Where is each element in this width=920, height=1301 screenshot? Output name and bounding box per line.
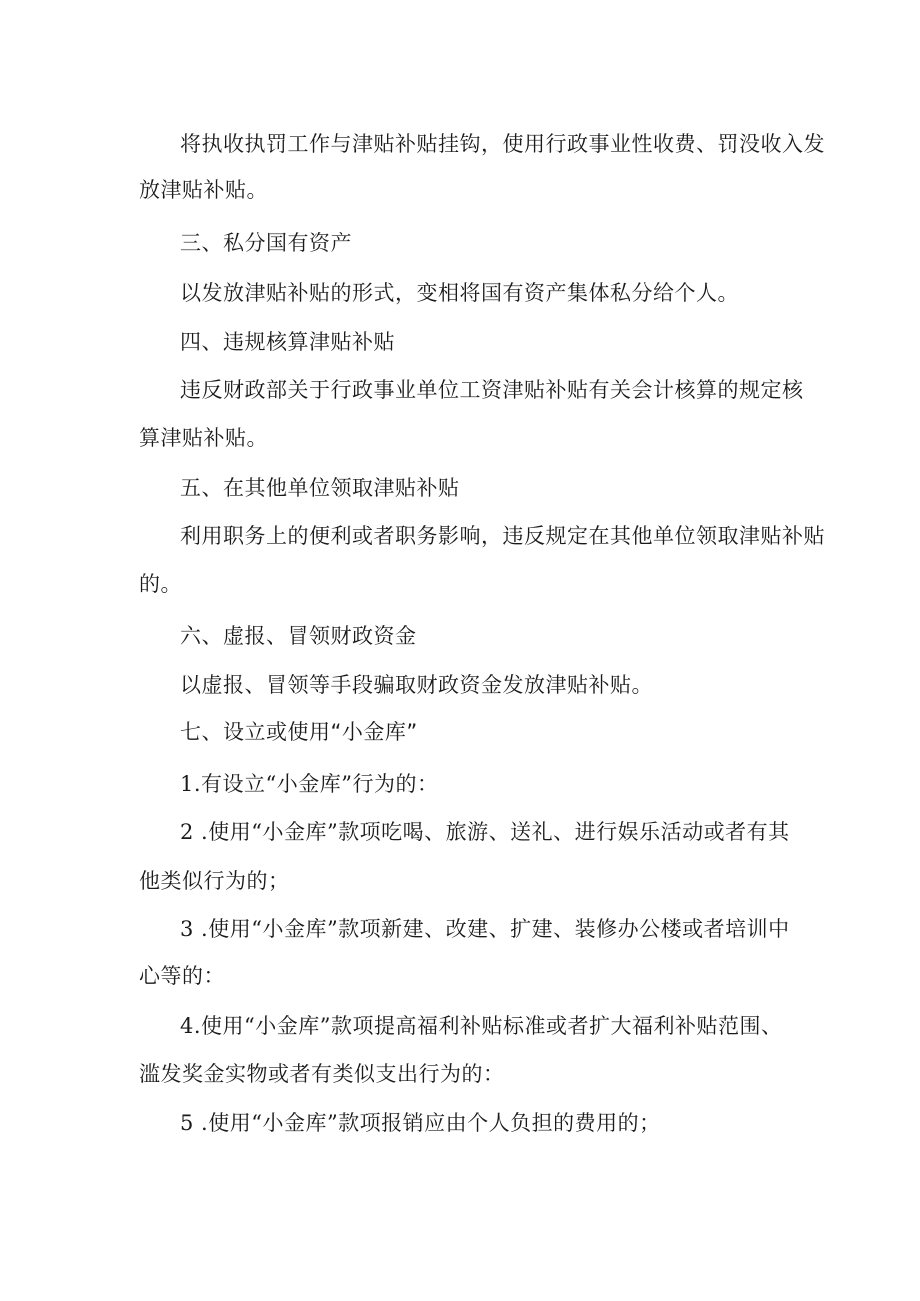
list-item-3-line-2: 心等的：: [139, 964, 225, 988]
section-heading-5: 五、在其他单位领取津贴补贴: [180, 476, 460, 500]
paragraph-5-line-1: 以虚报、冒领等手段骗取财政资金发放津贴补贴。: [180, 673, 653, 697]
list-item-2-line-2: 他类似行为的；: [139, 869, 290, 893]
section-heading-6: 六、虚报、冒领财政资金: [180, 624, 417, 648]
paragraph-4-line-1: 利用职务上的便利或者职务影响，违反规定在其他单位领取津贴补贴: [180, 524, 825, 548]
section-heading-3: 三、私分国有资产: [180, 231, 352, 255]
paragraph-4-line-2: 的。: [139, 572, 182, 596]
paragraph-2-line-1: 以发放津贴补贴的形式，变相将国有资产集体私分给个人。: [180, 281, 739, 305]
list-item-2-line-1: 2 .使用“小金库”款项吃喝、旅游、送礼、进行娱乐活动或者有其: [180, 820, 790, 844]
paragraph-3-line-1: 违反财政部关于行政事业单位工资津贴补贴有关会计核算的规定核: [180, 378, 804, 402]
paragraph-1-line-1: 将执收执罚工作与津贴补贴挂钩，使用行政事业性收费、罚没收入发: [180, 132, 825, 156]
list-item-4-line-1: 4.使用“小金库”款项提高福利补贴标准或者扩大福利补贴范围、: [180, 1014, 783, 1038]
list-item-5-line-1: 5 .使用“小金库”款项报销应由个人负担的费用的；: [180, 1111, 661, 1135]
section-heading-4: 四、违规核算津贴补贴: [180, 330, 395, 354]
paragraph-3-line-2: 算津贴补贴。: [139, 426, 268, 450]
paragraph-1-line-2: 放津贴补贴。: [139, 178, 268, 202]
list-item-4-line-2: 滥发奖金实物或者有类似支出行为的：: [139, 1062, 505, 1086]
section-heading-7: 七、设立或使用“小金库”: [180, 720, 418, 744]
list-item-1-line-1: 1.有设立“小金库”行为的：: [180, 772, 439, 796]
list-item-3-line-1: 3 .使用“小金库”款项新建、改建、扩建、装修办公楼或者培训中: [180, 917, 790, 941]
